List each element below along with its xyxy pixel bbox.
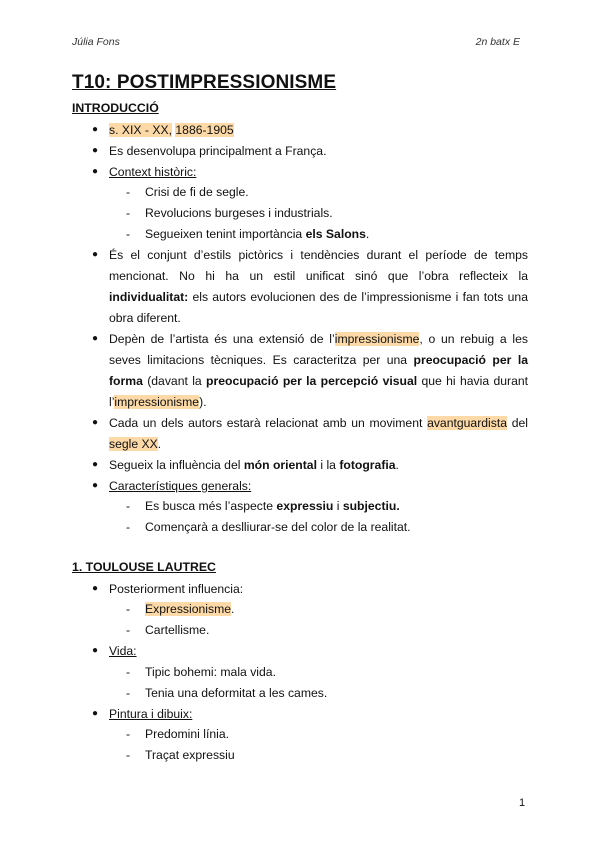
item5-text: ). [199, 395, 207, 409]
intro-item-dates [109, 122, 234, 138]
item6-highlight: segle XX [109, 437, 158, 451]
context3-end: . [365, 227, 370, 241]
page-number: 1 [519, 797, 526, 809]
context-label: Context històric: [109, 165, 197, 179]
bullet-icon: ● [92, 417, 99, 428]
influence-item [145, 601, 234, 617]
char1-text: i [333, 499, 343, 513]
item5-highlight: impressionisme [114, 395, 200, 409]
item6-text: Cada un dels autors estarà relacionat amb un moviment [109, 416, 428, 430]
item5-bold: forma [109, 374, 143, 388]
dash-icon: - [126, 748, 131, 762]
item7-line [109, 457, 399, 473]
pintura-item: Predomini línia. [145, 727, 229, 741]
context-item: Revolucions burgeses i industrials. [145, 206, 333, 220]
characteristic-item [145, 498, 400, 514]
item5-text: , o un rebuig a les [419, 332, 528, 346]
char1-bold: expressiu [276, 499, 334, 513]
item7-bold: món oriental [243, 458, 317, 472]
item5-text: (davant la [142, 374, 207, 388]
item7-text: i la [316, 458, 340, 472]
context-item [145, 226, 369, 242]
bullet-icon: ● [92, 333, 99, 344]
item4-line: És el conjunt d’estils pictòrics i tendències durant el període de temps [109, 248, 528, 262]
item5-line [109, 373, 528, 389]
dash-icon: - [126, 623, 131, 637]
item6-highlight: avantguardista [427, 416, 508, 430]
bullet-icon: ● [92, 645, 99, 656]
item4-text: els autors evolucionen des de l’impressionisme i fan tots una [188, 290, 528, 304]
vida-item: Tipic bohemi: mala vida. [145, 665, 276, 679]
vida-label: Vida: [109, 644, 137, 658]
char1-text: Es busca més l’aspecte [145, 499, 277, 513]
influence-highlight: Expressionisme [145, 602, 232, 616]
bullet-icon: ● [92, 249, 99, 260]
pintura-label: Pintura i dibuix: [109, 707, 193, 721]
header-author: Júlia Fons [72, 36, 120, 48]
influence-label: Posteriorment influencia: [109, 582, 244, 596]
bullet-icon: ● [92, 583, 99, 594]
pintura-item: Traçat expressiu [145, 748, 235, 762]
bullet-icon: ● [92, 480, 99, 491]
context3-text: Segueixen tenint importància [145, 227, 306, 241]
bullet-icon: ● [92, 166, 99, 177]
bullet-icon: ● [92, 459, 99, 470]
dash-icon: - [126, 727, 131, 741]
intro-item-france: Es desenvolupa principalment a França. [109, 144, 327, 158]
item5-bold: preocupació per la [413, 353, 528, 367]
item7-bold: fotografia [339, 458, 396, 472]
item4-line: mencionat. No hi ha un estil unificat sinó que l’obra reflecteix la [109, 269, 528, 283]
dash-icon: - [126, 499, 131, 513]
item6-line [109, 436, 161, 452]
item4-line: obra diferent. [109, 311, 181, 325]
context3-bold: els Salons [305, 227, 366, 241]
item4-line [109, 289, 528, 305]
bullet-icon: ● [92, 708, 99, 719]
dash-icon: - [126, 602, 131, 616]
item5-text: Depèn de l’artista és una extensió de l’ [109, 332, 335, 346]
item5-bold: preocupació per la percepció visual [206, 374, 418, 388]
influence-end: . [231, 602, 235, 616]
influence-item: Cartellisme. [145, 623, 210, 637]
dates-century: s. XIX - XX [109, 123, 169, 137]
dash-icon: - [126, 665, 131, 679]
item5-text: que hi havia durant [417, 374, 529, 388]
item5-line [109, 331, 528, 347]
header-class: 2n batx E [475, 36, 520, 48]
bullet-icon: ● [92, 145, 99, 156]
dates-years: 1886-1905 [175, 123, 234, 137]
page-title: T10: POSTIMPRESSIONISME [72, 72, 337, 93]
item6-line [109, 415, 528, 431]
dash-icon: - [126, 227, 131, 241]
item5-line [109, 352, 528, 368]
vida-item: Tenia una deformitat a les cames. [145, 686, 328, 700]
item5-highlight: impressionisme [334, 332, 420, 346]
intro-heading: INTRODUCCIÓ [72, 101, 159, 115]
lautrec-heading: 1. TOULOUSE LAUTREC [72, 560, 216, 574]
dash-icon: - [126, 206, 131, 220]
dash-icon: - [126, 686, 131, 700]
dash-icon: - [126, 520, 131, 534]
item4-bold: individualitat: [109, 290, 189, 304]
characteristics-label: Característiques generals: [109, 479, 252, 493]
item7-text: . [395, 458, 399, 472]
bullet-icon: ● [92, 124, 99, 135]
item5-line [109, 394, 207, 410]
dash-icon: - [126, 185, 131, 199]
item7-text: Segueix la influència del [109, 458, 244, 472]
dates-comma: , [168, 123, 172, 137]
item6-text: . [157, 437, 162, 451]
characteristic-item: Començarà a deslliurar-se del color de la realitat. [145, 520, 411, 534]
context-item: Crisi de fi de segle. [145, 185, 249, 199]
char1-bold: subjectiu. [342, 499, 400, 513]
item5-text: seves limitacions tècniques. Es caracteritza per una [109, 353, 414, 367]
item6-text: del [507, 416, 528, 430]
item5-text: l’ [109, 395, 115, 409]
